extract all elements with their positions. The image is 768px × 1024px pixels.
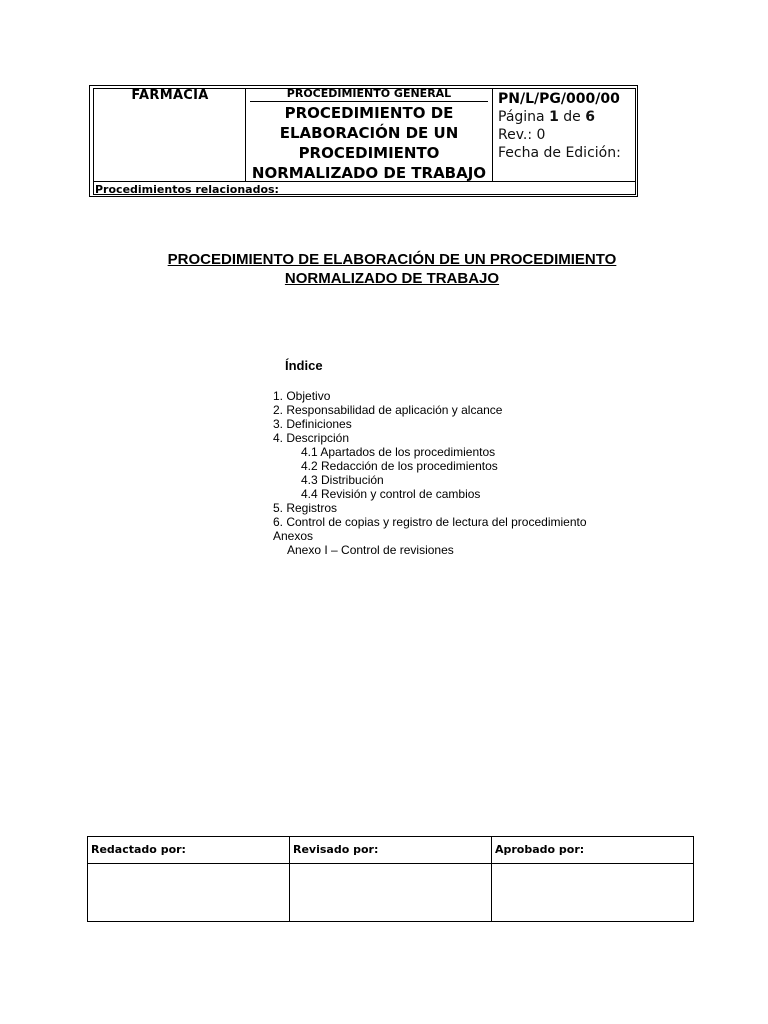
signature-table-sign-row	[88, 864, 694, 922]
page-number: 1	[549, 109, 559, 125]
department-label: FARMACIA	[131, 88, 209, 103]
approved-by-label: Aprobado por:	[492, 837, 694, 864]
index-annex-item: Anexo I – Control de revisiones	[287, 543, 454, 557]
index-subitem: 4.4 Revisión y control de cambios	[301, 487, 481, 501]
page-indicator	[498, 109, 595, 125]
signature-table	[87, 836, 694, 922]
index-item: 1. Objetivo	[273, 389, 331, 403]
document-title-line2: NORMALIZADO DE TRABAJO	[284, 270, 500, 287]
index-item: 5. Registros	[273, 501, 338, 515]
related-procedures: Procedimientos relacionados:	[95, 183, 279, 196]
edition-date: Fecha de Edición:	[498, 145, 621, 161]
index-subitem: 4.1 Apartados de los procedimientos	[301, 445, 496, 459]
index-item: 3. Definiciones	[273, 417, 352, 431]
document-title-line1: PROCEDIMIENTO DE ELABORACIÓN DE UN PROCEDIMIENTO	[167, 251, 617, 268]
page-of: de	[563, 109, 581, 125]
document-title	[96, 250, 688, 288]
index-item: 4. Descripción	[273, 431, 350, 445]
index-heading: Índice	[285, 358, 323, 373]
index-item: Anexos	[273, 529, 314, 543]
index-item: 6. Control de copias y registro de lectura del procedimiento	[273, 515, 587, 529]
page-label: Página	[498, 109, 545, 125]
index-subitem: 4.2 Redacción de los procedimientos	[301, 459, 498, 473]
revision: Rev.: 0	[498, 127, 546, 143]
procedure-type-underline	[250, 101, 488, 102]
document-code: PN/L/PG/000/00	[498, 91, 620, 107]
index-item: 2. Responsabilidad de aplicación y alcance	[273, 403, 503, 417]
header-divider-left	[245, 88, 246, 181]
index-subitem: 4.3 Distribución	[301, 473, 384, 487]
reviewed-by-label: Revisado por:	[290, 837, 492, 864]
procedure-type: PROCEDIMIENTO GENERAL	[286, 87, 452, 100]
signature-table-header-row	[88, 837, 694, 864]
drafted-by-signature-cell	[88, 864, 290, 922]
page-total: 6	[585, 109, 595, 125]
procedure-title: PROCEDIMIENTO DE ELABORACIÓN DE UN PROCEDIMIENTO NORMALIZADO DE TRABAJO	[251, 104, 487, 182]
reviewed-by-signature-cell	[290, 864, 492, 922]
header-divider-right	[492, 88, 493, 181]
index-list	[273, 389, 587, 557]
approved-by-signature-cell	[492, 864, 694, 922]
drafted-by-label: Redactado por:	[88, 837, 290, 864]
